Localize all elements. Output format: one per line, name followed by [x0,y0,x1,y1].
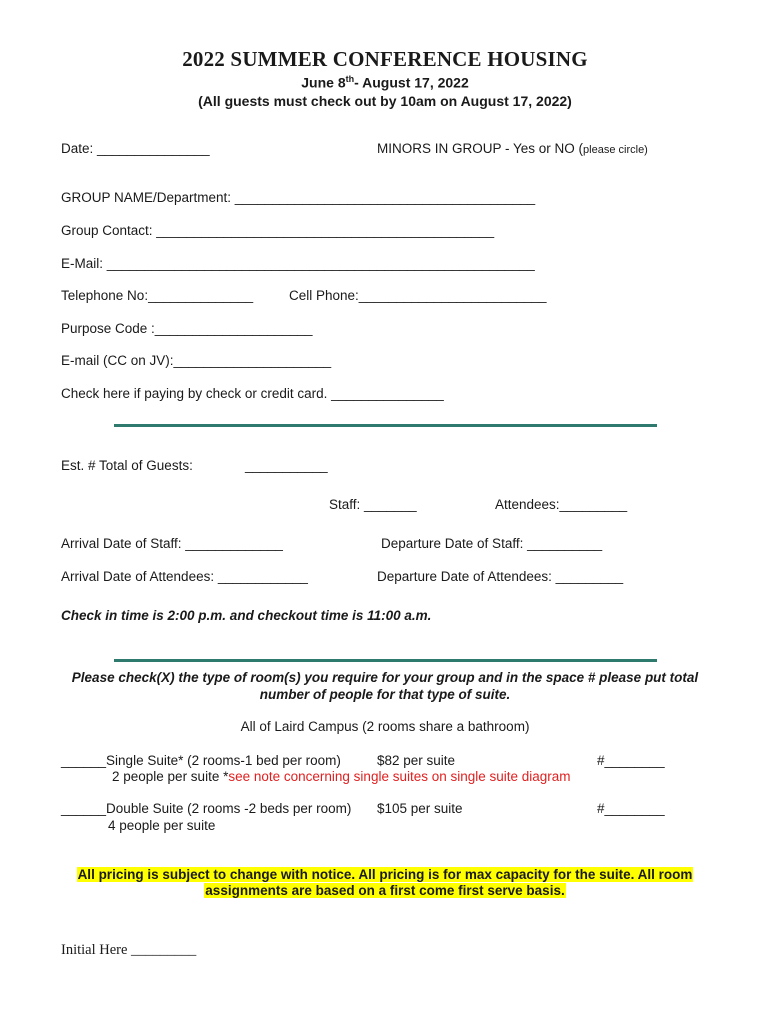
email-field[interactable]: E-Mail: _________________________________________________________ [61,256,535,271]
campus-note: All of Laird Campus (2 rooms share a bathroom) [240,719,530,734]
est-total-label: Est. # Total of Guests: [61,458,193,473]
email-cc-field[interactable]: E-mail (CC on JV):_____________________ [61,353,332,368]
group-name-field[interactable]: GROUP NAME/Department: ________________________________________ [61,190,536,205]
dates-suffix: - August 17, 2022 [354,74,469,91]
attendees-count-field[interactable]: Attendees:_________ [495,497,628,512]
form-title: 2022 SUMMER CONFERENCE HOUSING [182,47,588,71]
departure-staff-field[interactable]: Departure Date of Staff: __________ [381,536,603,551]
est-total-field[interactable]: ___________ [245,458,328,473]
room-instruction-line1: Please check(X) the type of room(s) you require for your group and in the space # please put total [71,670,699,685]
group-contact-field[interactable]: Group Contact: _____________________________________________ [61,223,495,238]
single-suite-note: see note concerning single suites on single suite diagram [228,769,571,784]
minors-hint: please circle) [583,144,648,156]
single-suite-option[interactable]: ______Single Suite* (2 rooms-1 bed per room) [61,753,341,768]
section-divider-2 [114,659,657,662]
minors-field[interactable] [377,141,648,156]
dates-superscript: th [345,74,355,84]
arrival-staff-field[interactable]: Arrival Date of Staff: _____________ [61,536,283,551]
date-field[interactable]: Date: _______________ [61,141,210,156]
double-suite-capacity: 4 people per suite [108,818,216,833]
section-divider-1 [114,424,657,427]
double-suite-price: $105 per suite [377,801,463,816]
single-suite-capacity-text: 2 people per suite * [112,769,229,784]
pricing-notice-line1 [0,867,770,882]
payment-check-field[interactable]: Check here if paying by check or credit card. _______________ [61,386,444,401]
purpose-code-field[interactable]: Purpose Code :_____________________ [61,321,313,336]
pricing-notice-line2 [0,883,770,898]
checkin-note: Check in time is 2:00 p.m. and checkout time is 11:00 a.m. [61,608,432,623]
staff-count-field[interactable]: Staff: _______ [329,497,417,512]
departure-attendees-field[interactable]: Departure Date of Attendees: _________ [377,569,624,584]
initial-field[interactable]: Initial Here _________ [61,942,197,958]
conference-dates [0,74,770,91]
checkout-note: (All guests must check out by 10am on August 17, 2022) [198,93,572,109]
telephone-field[interactable]: Telephone No:______________ [61,288,254,303]
double-suite-option[interactable]: ______Double Suite (2 rooms -2 beds per room) [61,801,352,816]
arrival-attendees-field[interactable]: Arrival Date of Attendees: ____________ [61,569,308,584]
cell-phone-field[interactable]: Cell Phone:_________________________ [289,288,547,303]
dates-prefix: June 8 [301,74,346,91]
single-suite-count-field[interactable]: #________ [597,753,665,768]
double-suite-count-field[interactable]: #________ [597,801,665,816]
room-instruction-line2: number of people for that type of suite. [259,687,511,702]
pricing-notice-line1-text: All pricing is subject to change with notice. All pricing is for max capacity for the suite. All room [77,867,693,882]
single-suite-price: $82 per suite [377,753,456,768]
single-suite-capacity [112,769,571,784]
minors-label: MINORS IN GROUP - Yes or NO ( [377,141,584,156]
pricing-notice-line2-text: assignments are based on a first come first serve basis. [205,883,565,898]
